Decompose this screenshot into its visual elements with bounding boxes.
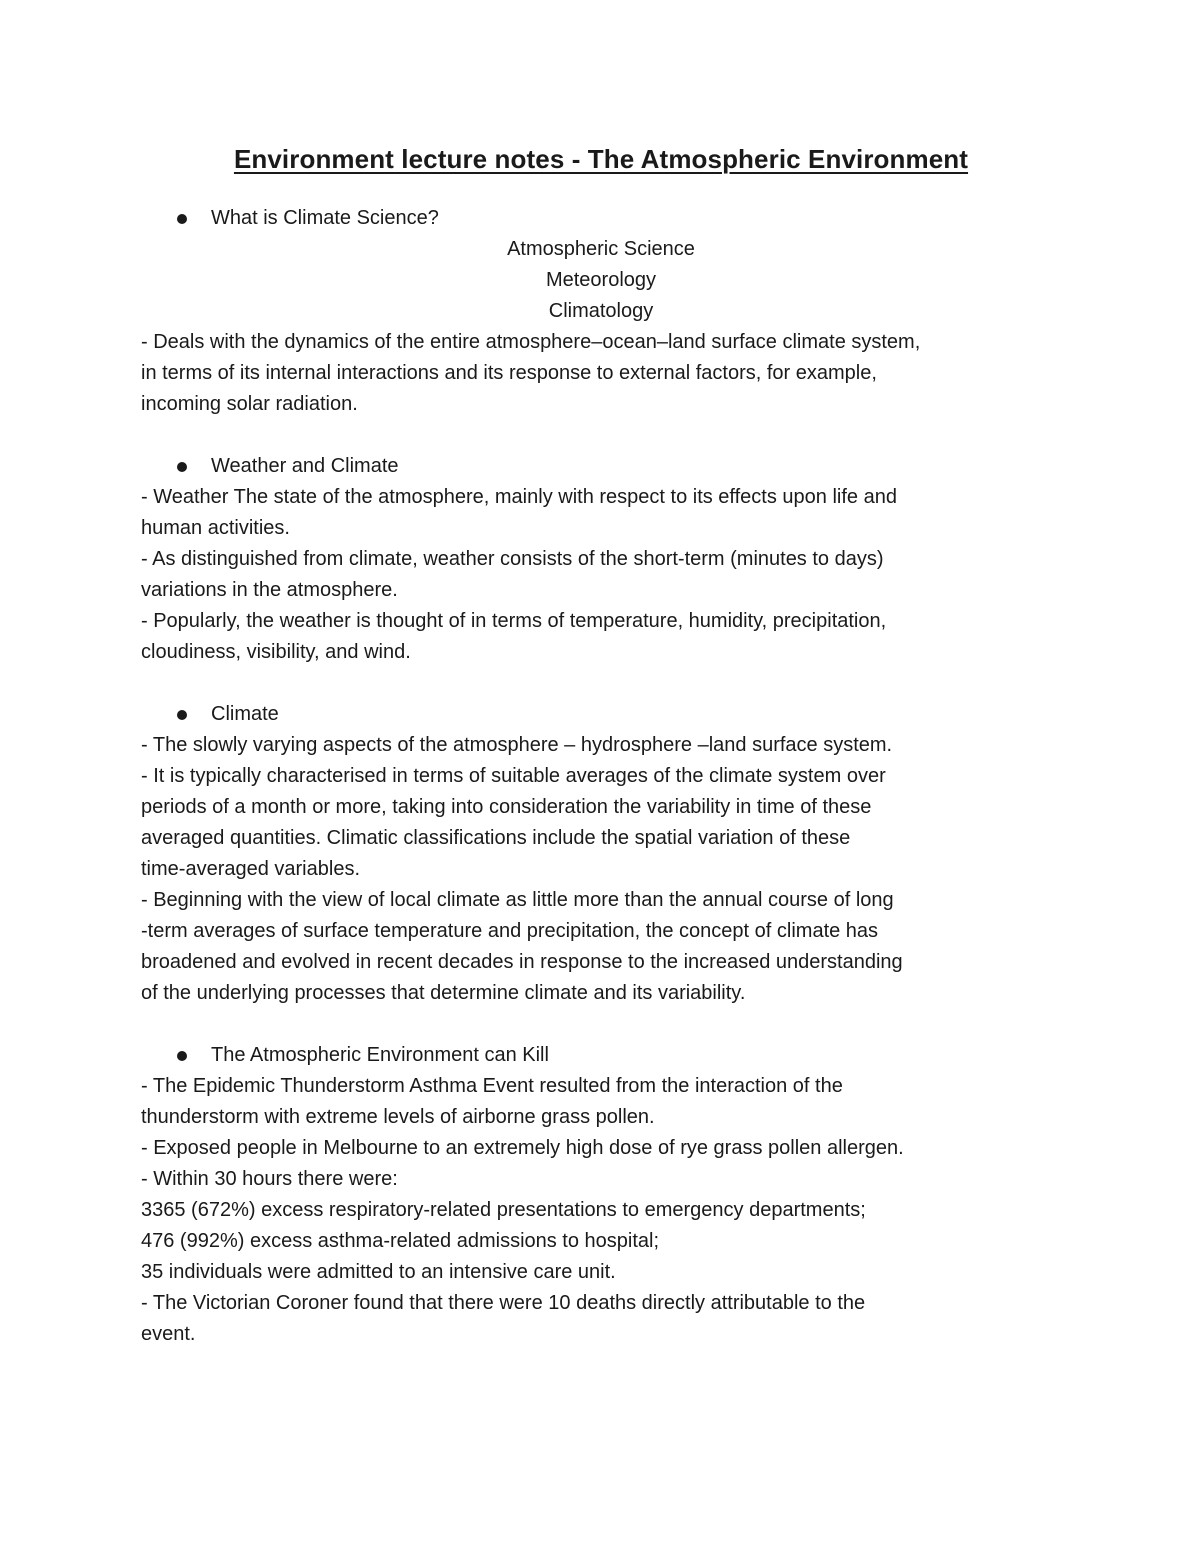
- paragraph: - Popularly, the weather is thought of in terms of temperature, humidity, precipitation, cloudiness, visibility, and wind.: [141, 610, 887, 663]
- bullet-heading: [177, 1040, 1061, 1071]
- section-weather-and-climate: [141, 451, 1061, 668]
- document-title: Environment lecture notes - The Atmospheric Environment: [233, 144, 969, 174]
- centered-line: Atmospheric Science: [507, 238, 695, 260]
- paragraph: - Beginning with the view of local climate as little more than the annual course of long -term averages of surface temperature and precipitation, the concept of climate has broadened and evolved in recent decades in response to the increased understanding of the underlying processes that determine climate and its variability.: [141, 889, 903, 1004]
- section-climate: [141, 699, 1061, 1009]
- bullet-heading: [177, 699, 1061, 730]
- paragraph: - The Victorian Coroner found that there were 10 deaths directly attributable to the event.: [141, 1292, 866, 1345]
- centered-line: Climatology: [548, 300, 654, 322]
- bullet-dot-icon: [177, 710, 187, 720]
- paragraph: - Weather The state of the atmosphere, mainly with respect to its effects upon life and human activities.: [141, 486, 897, 539]
- bullet-heading: [177, 203, 1061, 234]
- paragraph: - As distinguished from climate, weather consists of the short-term (minutes to days) variations in the atmosphere.: [141, 548, 884, 601]
- section-atmospheric-environment-can-kill: [141, 1040, 1061, 1350]
- paragraph: 3365 (672%) excess respiratory-related presentations to emergency departments;: [141, 1199, 866, 1221]
- centered-line: Meteorology: [545, 269, 657, 291]
- bullet-dot-icon: [177, 462, 187, 472]
- bullet-heading-text: Weather and Climate: [211, 455, 399, 477]
- document-page: [141, 140, 1061, 1381]
- bullet-heading: [177, 451, 1061, 482]
- bullet-heading-text: Climate: [211, 703, 279, 725]
- section-climate-science: [141, 203, 1061, 420]
- paragraph: - Within 30 hours there were:: [141, 1168, 398, 1190]
- paragraph: - Deals with the dynamics of the entire atmosphere–ocean–land surface climate system, in terms of its internal interactions and its response to external factors, for example, incoming solar radiation.: [141, 331, 921, 415]
- bullet-heading-text: The Atmospheric Environment can Kill: [211, 1044, 549, 1066]
- paragraph: - The slowly varying aspects of the atmosphere – hydrosphere –land surface system.: [141, 734, 893, 756]
- bullet-dot-icon: [177, 1051, 187, 1061]
- paragraph: - Exposed people in Melbourne to an extremely high dose of rye grass pollen allergen.: [141, 1137, 904, 1159]
- paragraph: 476 (992%) excess asthma-related admissions to hospital;: [141, 1230, 660, 1252]
- paragraph: - It is typically characterised in terms of suitable averages of the climate system over periods of a month or more, taking into consideration the variability in time of these averaged quantities. Climatic classifications include the spatial variation of these time-averaged variables.: [141, 765, 886, 880]
- bullet-heading-text: What is Climate Science?: [211, 207, 439, 229]
- bullet-dot-icon: [177, 214, 187, 224]
- paragraph: - The Epidemic Thunderstorm Asthma Event resulted from the interaction of the thunderstorm with extreme levels of airborne grass pollen.: [141, 1075, 843, 1128]
- paragraph: 35 individuals were admitted to an intensive care unit.: [141, 1261, 616, 1283]
